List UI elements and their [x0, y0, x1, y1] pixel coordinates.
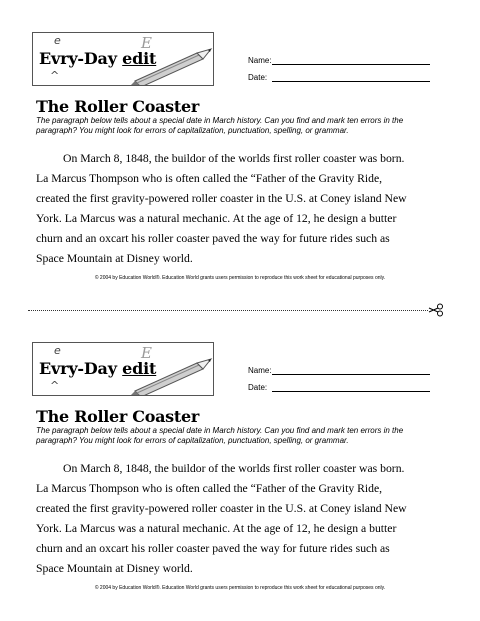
copyright-notice: © 2004 by Education World®. Education World grants users permission to reproduce this work sheet for educational purposes only. [94, 585, 386, 591]
worksheet-title: The Roller Coaster [36, 407, 199, 426]
worksheet-top [0, 0, 480, 300]
name-label: Name: [248, 366, 272, 375]
paragraph-line: Space Mountain at Disney world. [36, 252, 193, 265]
paragraph-line: churn and an oxcart his roller coaster paved the way for future rides such as [36, 542, 390, 555]
date-label: Date: [248, 383, 268, 392]
paragraph-line: On March 8, 1848, the buildor of the worlds first roller coaster was born. [63, 462, 405, 475]
name-label: Name: [248, 56, 272, 65]
worksheet-bottom [0, 310, 480, 610]
logo-text: Evry-Day edit [39, 359, 157, 378]
copyright-notice: © 2004 by Education World®. Education World grants users permission to reproduce this work sheet for educational purposes only. [94, 275, 386, 281]
paragraph-line: La Marcus Thompson who is often called the “Father of the Gravity Ride, [36, 482, 383, 495]
evry-day-edit-logo [32, 342, 214, 396]
paragraph-line: York. La Marcus was a natural mechanic. At the age of 12, he design a butter [36, 522, 397, 535]
paragraph [36, 149, 448, 269]
pencil-icon [125, 357, 213, 396]
paragraph [36, 459, 448, 579]
paragraph-line: York. La Marcus was a natural mechanic. At the age of 12, he design a butter [36, 212, 397, 225]
date-field[interactable] [272, 81, 430, 82]
paragraph-line: Space Mountain at Disney world. [36, 562, 193, 575]
evry-day-edit-logo [32, 32, 214, 86]
pencil-icon [125, 47, 213, 86]
logo-big-e: E [141, 34, 152, 52]
paragraph-line: churn and an oxcart his roller coaster paved the way for future rides such as [36, 232, 390, 245]
paragraph-line: created the first gravity-powered roller coaster in the U.S. at Coney island New [36, 502, 407, 515]
paragraph-line: La Marcus Thompson who is often called the “Father of the Gravity Ride, [36, 172, 383, 185]
logo-big-e: E [141, 344, 152, 362]
logo-small-e: e [54, 34, 61, 47]
logo-caret: ^ [50, 69, 60, 82]
name-field[interactable] [272, 374, 430, 375]
logo-small-e: e [54, 344, 61, 357]
logo-text: Evry-Day edit [39, 49, 157, 68]
paragraph-line: On March 8, 1848, the buildor of the worlds first roller coaster was born. [63, 152, 405, 165]
instructions: The paragraph below tells about a special date in March history. Can you find and mark ten errors in the paragraph? You might look for errors of capitalization, punctuation, spelling, or grammar. [36, 426, 404, 445]
logo-caret: ^ [50, 379, 60, 392]
name-field[interactable] [272, 64, 430, 65]
date-label: Date: [248, 73, 268, 82]
worksheet-title: The Roller Coaster [36, 97, 199, 116]
instructions: The paragraph below tells about a special date in March history. Can you find and mark ten errors in the paragraph? You might look for errors of capitalization, punctuation, spelling, or grammar. [36, 116, 404, 135]
paragraph-line: created the first gravity-powered roller coaster in the U.S. at Coney island New [36, 192, 407, 205]
date-field[interactable] [272, 391, 430, 392]
